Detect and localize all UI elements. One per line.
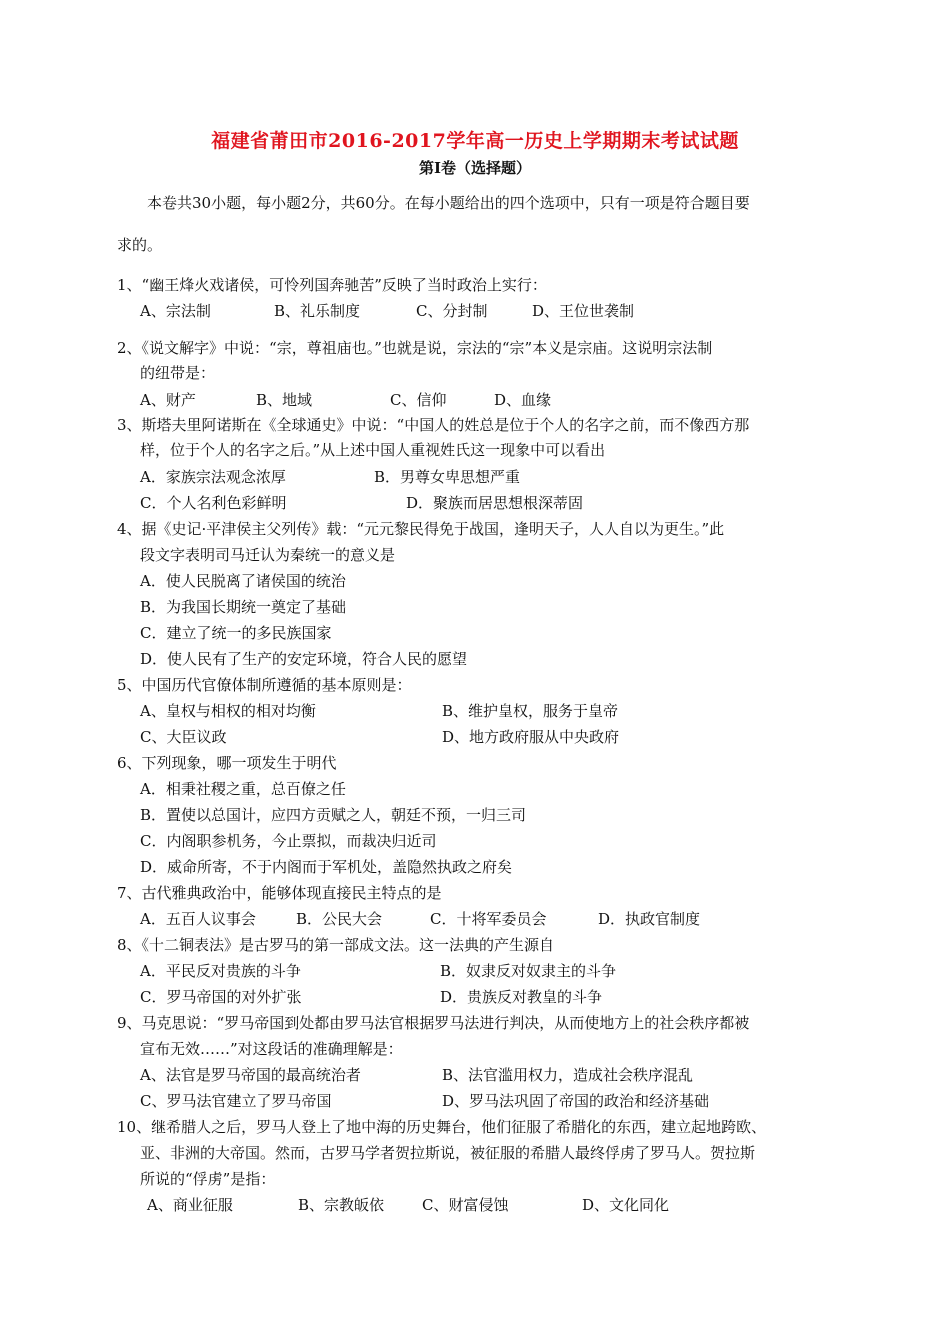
question-10-line-2: 亚、非洲的大帝国。然而，古罗马学者贺拉斯说，被征服的希腊人最终俘虏了罗马人。贺拉斯 [140, 1144, 756, 1162]
q4-option-c: C．建立了统一的多民族国家 [140, 624, 332, 642]
question-1: 1、“幽王烽火戏诸侯，可怜列国奔驰苦”反映了当时政治上实行： [117, 276, 547, 294]
question-8: 8、《十二铜表法》是古罗马的第一部成文法。这一法典的产生源自 [117, 936, 555, 954]
question-2-line-2: 的纽带是： [140, 364, 216, 382]
q8-option-d: D．贵族反对教皇的斗争 [440, 988, 603, 1006]
instructions-line-2: 求的。 [117, 236, 163, 254]
q3-option-b: B．男尊女卑思想严重 [374, 468, 521, 486]
question-5: 5、中国历代官僚体制所遵循的基本原则是： [117, 676, 412, 694]
q4-option-d: D．使人民有了生产的安定环境，符合人民的愿望 [140, 650, 468, 668]
q2-option-d: D、血缘 [494, 391, 552, 409]
q9-option-a: A、法官是罗马帝国的最高统治者 [140, 1066, 361, 1084]
q3-option-d: D．聚族而居思想根深蒂固 [406, 494, 584, 512]
q7-option-d: D．执政官制度 [598, 910, 701, 928]
q6-option-c: C．内阁职参机务，今止票拟，而裁决归近司 [140, 832, 437, 850]
q6-option-b: B．置使以总国计，应四方贡赋之人，朝廷不预，一归三司 [140, 806, 527, 824]
question-4-line-2: 段文字表明司马迁认为秦统一的意义是 [140, 546, 396, 564]
question-9-line-2: 宣布无效……”对这段话的准确理解是： [140, 1040, 403, 1058]
q4-option-a: A．使人民脱离了诸侯国的统治 [140, 572, 346, 590]
question-3-line-2: 样，位于个人的名字之后。”从上述中国人重视姓氏这一现象中可以看出 [140, 441, 606, 459]
question-3: 3、斯塔夫里阿诺斯在《全球通史》中说：“中国人的姓总是位于个人的名字之前，而不像西方那 [117, 416, 750, 434]
q5-option-b: B、维护皇权，服务于皇帝 [442, 702, 619, 720]
q8-option-a: A．平民反对贵族的斗争 [140, 962, 301, 980]
q1-option-c: C、分封制 [416, 302, 488, 320]
q7-option-a: A．五百人议事会 [140, 910, 256, 928]
q10-option-d: D、文化同化 [582, 1196, 670, 1214]
instructions-line-1: 本卷共30小题，每小题2分，共60分。在每小题给出的四个选项中，只有一项是符合题目要 [147, 194, 750, 212]
q2-option-b: B、地域 [256, 391, 313, 409]
q2-option-c: C、信仰 [390, 391, 447, 409]
q1-option-a: A、宗法制 [140, 302, 211, 320]
q5-option-d: D、地方政府服从中央政府 [442, 728, 620, 746]
question-7: 7、古代雅典政治中，能够体现直接民主特点的是 [117, 884, 442, 902]
q5-option-a: A、皇权与相权的相对均衡 [140, 702, 316, 720]
q10-option-b: B、宗教皈依 [298, 1196, 385, 1214]
question-6: 6、下列现象，哪一项发生于明代 [117, 754, 337, 772]
q3-option-c: C．个人名利色彩鲜明 [140, 494, 287, 512]
q9-option-d: D、罗马法巩固了帝国的政治和经济基础 [442, 1092, 710, 1110]
q10-option-c: C、财富侵蚀 [422, 1196, 509, 1214]
q9-option-c: C、罗马法官建立了罗马帝国 [140, 1092, 332, 1110]
page-title: 福建省莆田市2016-2017学年高一历史上学期期末考试试题 [211, 130, 739, 152]
q6-option-d: D．威命所寄，不于内阁而于军机处，盖隐然执政之府矣 [140, 858, 513, 876]
q1-option-b: B、礼乐制度 [274, 302, 361, 320]
q3-option-a: A．家族宗法观念浓厚 [140, 468, 286, 486]
q10-option-a: A、商业征服 [147, 1196, 233, 1214]
question-10: 10、继希腊人之后，罗马人登上了地中海的历史舞台，他们征服了希腊化的东西，建立起地跨欧、 [117, 1118, 767, 1136]
question-4: 4、据《史记·平津侯主父列传》载：“元元黎民得免于战国，逢明天子，人人自以为更生。”此 [117, 520, 725, 538]
q1-option-d: D、王位世袭制 [532, 302, 635, 320]
question-10-line-3: 所说的“俘虏”是指： [140, 1170, 276, 1188]
q6-option-a: A．相秉社稷之重，总百僚之任 [140, 780, 346, 798]
q9-option-b: B、法官滥用权力，造成社会秩序混乱 [442, 1066, 694, 1084]
section-subtitle: 第Ⅰ卷（选择题） [418, 159, 532, 177]
q8-option-b: B．奴隶反对奴隶主的斗争 [440, 962, 617, 980]
q8-option-c: C．罗马帝国的对外扩张 [140, 988, 302, 1006]
q2-option-a: A、财产 [140, 391, 196, 409]
q7-option-c: C．十将军委员会 [430, 910, 547, 928]
q4-option-b: B．为我国长期统一奠定了基础 [140, 598, 347, 616]
q5-option-c: C、大臣议政 [140, 728, 227, 746]
q7-option-b: B．公民大会 [296, 910, 383, 928]
question-9: 9、马克思说：“罗马帝国到处都由罗马法官根据罗马法进行判决，从而使地方上的社会秩序都被 [117, 1014, 750, 1032]
question-2: 2、《说文解字》中说：“宗，尊祖庙也。”也就是说，宗法的“宗”本义是宗庙。这说明宗法制 [117, 339, 713, 357]
